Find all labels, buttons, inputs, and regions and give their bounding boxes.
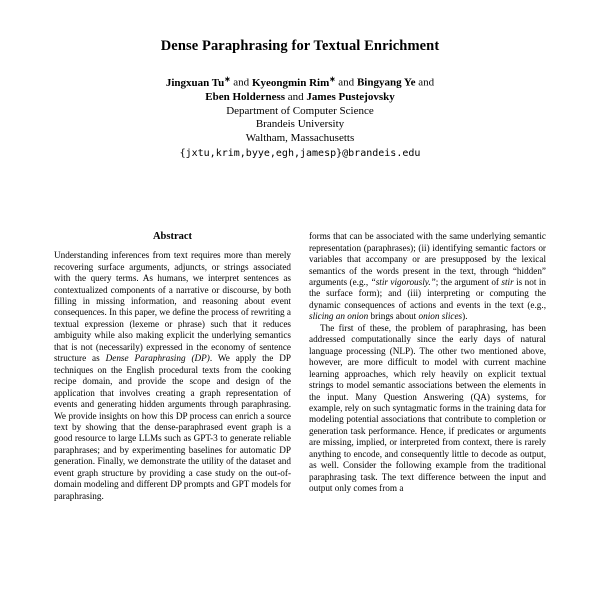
- text-run: Understanding inferences from text requires more than merely recovering surface arguments, adjuncts, or strings associated with the query terms. As humans, we interpret sentences as contextualized components of a narrative or discourse, by both filling in missing information, and reasoning about event consequences. In this paper, we define the process of rewriting a textual expression (lexeme or phrase) such that it reduces ambiguity while also making explicit the underlying semantics that is not (necessarily) expressed in the economy of sentence structure as: [54, 250, 291, 364]
- author-footnote-mark: ∗: [329, 74, 336, 83]
- paper-title: Dense Paraphrasing for Textual Enrichment: [160, 38, 440, 54]
- author-emails: {jxtu,krim,byye,egh,jamesp}@brandeis.edu: [179, 148, 421, 160]
- author-separator: and: [418, 76, 435, 89]
- author-name-text: Bingyang Ye: [356, 76, 416, 89]
- affiliation-department: Department of Computer Science: [226, 104, 374, 117]
- author-separator: and: [338, 76, 355, 89]
- affiliation-university: Brandeis University: [255, 118, 345, 131]
- author-name: [357, 77, 416, 89]
- author-line-1: [0, 72, 600, 90]
- italic-text-run: slicing an onion: [309, 311, 369, 322]
- author-name-text: James Pustejovsky: [306, 91, 395, 104]
- abstract-text: [54, 250, 291, 502]
- text-run: ).: [462, 311, 468, 322]
- text-run: forms that can be associated with the same underlying semantic representation (paraphrases); (ii) identifying semantic factors or variables that accompany or are presupposed by the lexical semantics of the words present in the text, through “hidden” arguments (e.g.,: [309, 231, 546, 287]
- body-paragraph-continued: [309, 231, 546, 323]
- author-name: [251, 74, 336, 89]
- italic-text-run: onion slices: [418, 311, 463, 322]
- author-separator: and: [287, 91, 304, 104]
- author-block: [0, 72, 600, 159]
- author-name: [205, 91, 285, 103]
- author-footnote-mark: ∗: [224, 74, 231, 83]
- right-column: [309, 231, 546, 502]
- author-name: [306, 91, 394, 103]
- left-column: [54, 231, 291, 502]
- italic-text-run: Dense Paraphrasing (DP): [105, 353, 210, 364]
- author-separator: and: [233, 76, 250, 89]
- text-run: brings about: [368, 311, 419, 322]
- two-column-body: [0, 231, 600, 502]
- italic-text-run: “stir vigorously.”: [370, 276, 436, 287]
- body-paragraph: The first of these, the problem of paraphrasing, has been addressed computationally since the early days of natural language processing (NLP). The other two mentioned above, however, are more difficult to model with current machine learning approaches, which rely heavily on explicit textual strings to model semantic associations between the elements in the input. Many Question Answering (QA) systems, for example, rely on such syntagmatic forms in the training data for modeling potential associations that contribute to completion or generation task performance. Hence, if predicates or arguments are missing, implied, or interpreted from context, there is rarely anything to encode, and consequently little to decode as output, as well. Consider the following example from the traditional paraphrasing task. The text difference between the input and output only comes from a: [309, 322, 546, 494]
- text-run: . We apply the DP techniques on the English procedural texts from the cooking recipe domain, and provide the scope and design of the application that involves creating a graph representation of events and generating hidden arguments through paraphrasing. We provide insights on how this DP process can enrich a source text by showing that the dense-paraphrased event graph is a good resource to large LLMs such as GPT-3 to generate reliable paraphrases; and by experimenting baselines for automatic DP generation. Finally, we demonstrate the utility of the dataset and event graph structure by providing a case study on the out-of-domain modeling and different DP prompts and GPT models for paraphrasing.: [54, 353, 292, 501]
- text-run: ; the argument of: [435, 276, 502, 287]
- author-name: [165, 74, 231, 89]
- author-name-text: Eben Holderness: [205, 91, 286, 104]
- affiliation-location: Waltham, Massachusetts: [245, 131, 355, 144]
- abstract-heading: Abstract: [152, 231, 193, 243]
- author-name-text: Kyeongmin Rim: [251, 76, 330, 89]
- author-line-2: [0, 90, 600, 105]
- italic-text-run: stir: [501, 276, 514, 287]
- text-run: is not in the surface form); and (iii) interpreting or computing the dynamic consequences of actions and events in the text (e.g.,: [309, 276, 546, 310]
- author-name-text: Jingxuan Tu: [165, 76, 225, 89]
